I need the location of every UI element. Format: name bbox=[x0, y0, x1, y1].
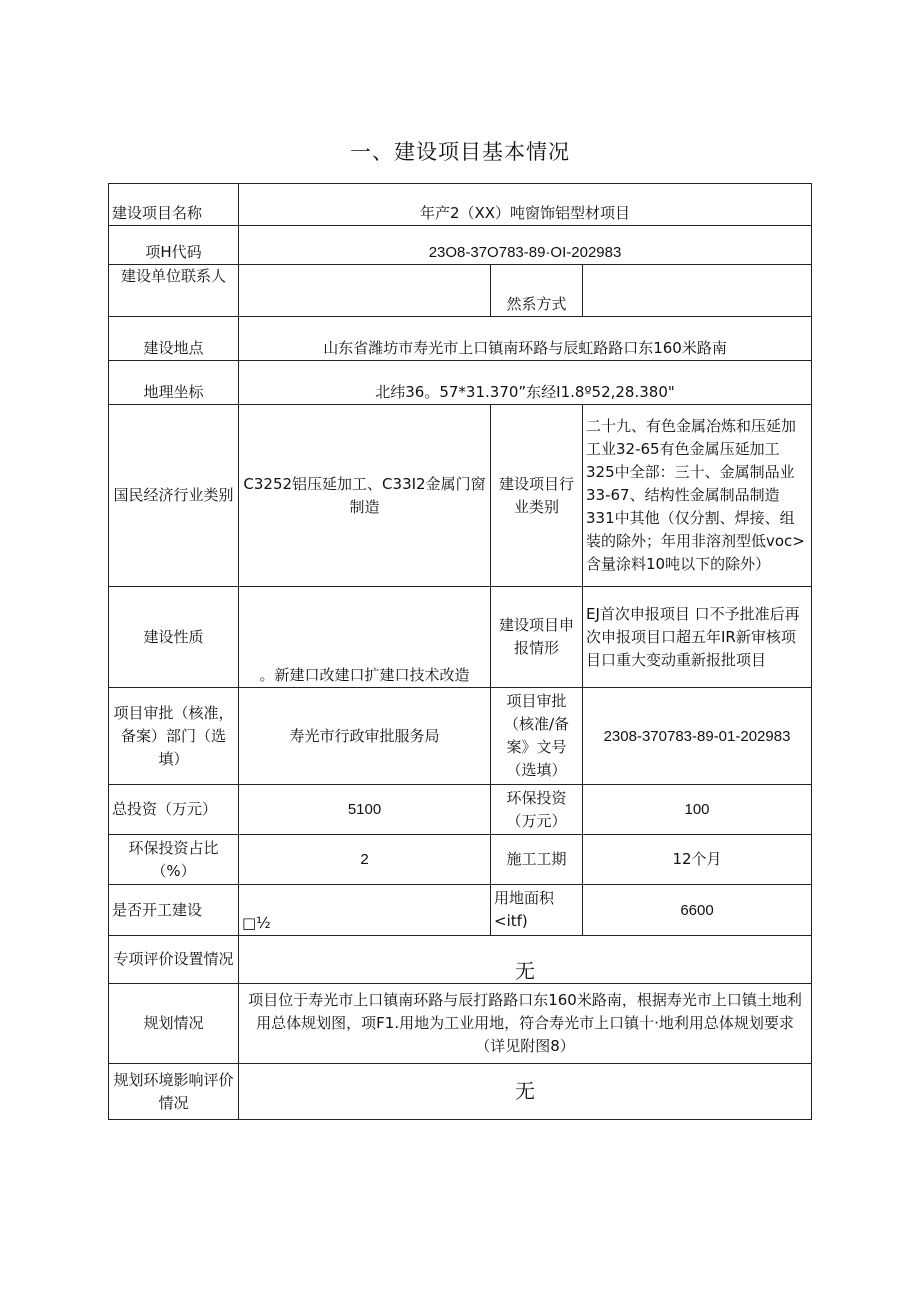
approval-doc-label: 项目审批（核准/备案》文号（选填） bbox=[491, 688, 583, 785]
approval-label: 项目审批（核准，备案）部门（选填） bbox=[109, 688, 239, 785]
project-name-label: 建设项目名称 bbox=[109, 184, 239, 226]
row-planning-env bbox=[109, 1064, 812, 1120]
row-contact bbox=[109, 265, 812, 317]
special-value: 无 bbox=[239, 936, 812, 984]
planning-value: 项目位于寿光市上口镇南环路与辰打路路口东160米路南，根据寿光市上口镇土地利用总体规划图，项F1.用地为工业用地，符合寿光市上口镇十·地利用总体规划要求（详见附图8） bbox=[239, 984, 812, 1064]
project-code-value: 23O8-37O783-89·OI-202983 bbox=[239, 226, 812, 265]
special-label: 专项评价设置情况 bbox=[109, 936, 239, 984]
contact-label: 建设单位联系人 bbox=[109, 265, 239, 317]
started-label: 是否开工建设 bbox=[109, 885, 239, 936]
investment-label: 总投资（万元） bbox=[109, 785, 239, 835]
row-location bbox=[109, 317, 812, 361]
row-nature bbox=[109, 587, 812, 688]
area-label: 用地面积<itf) bbox=[491, 885, 583, 936]
approval-doc-value: 2308-370783-89-01-202983 bbox=[583, 688, 812, 785]
row-approval bbox=[109, 688, 812, 785]
area-value: 6600 bbox=[583, 885, 812, 936]
industry-value: C3252铝压延加工、C33I2金属门窗制造 bbox=[239, 405, 491, 587]
report-label: 建设项目申报情形 bbox=[491, 587, 583, 688]
page-title: 一、建设项目基本情况 bbox=[350, 140, 570, 164]
report-value: EJ首次申报项目 口不予批准后再次申报项目口超五年IR新审核项目口重大变动重新报批项目 bbox=[583, 587, 812, 688]
row-industry bbox=[109, 405, 812, 587]
row-started bbox=[109, 885, 812, 936]
row-special bbox=[109, 936, 812, 984]
project-code-label: 项H代码 bbox=[109, 226, 239, 265]
planning-env-value: 无 bbox=[239, 1064, 812, 1120]
approval-value: 寿光市行政审批服务局 bbox=[239, 688, 491, 785]
env-investment-label: 环保投资（万元） bbox=[491, 785, 583, 835]
started-value: □½ bbox=[239, 885, 491, 936]
coords-label: 地理坐标 bbox=[109, 361, 239, 405]
contact-method-label: 然系方式 bbox=[491, 265, 583, 317]
env-investment-value: 100 bbox=[583, 785, 812, 835]
planning-label: 规划情况 bbox=[109, 984, 239, 1064]
row-investment bbox=[109, 785, 812, 835]
ratio-value: 2 bbox=[239, 835, 491, 885]
contact-value bbox=[239, 265, 491, 317]
location-label: 建设地点 bbox=[109, 317, 239, 361]
industry-category-label: 建设项目行业类别 bbox=[491, 405, 583, 587]
row-project-code bbox=[109, 226, 812, 265]
row-coordinates bbox=[109, 361, 812, 405]
project-name-value: 年产2（XX）吨窗饰铝型材项目 bbox=[239, 184, 812, 226]
row-planning bbox=[109, 984, 812, 1064]
contact-method-value bbox=[583, 265, 812, 317]
location-value: 山东省潍坊市寿光市上口镇南环路与辰虹路路口东160米路南 bbox=[239, 317, 812, 361]
nature-label: 建设性质 bbox=[109, 587, 239, 688]
nature-value: 。新建口改建口扩建口技术改造 bbox=[239, 587, 491, 688]
investment-value: 5100 bbox=[239, 785, 491, 835]
basic-info-table bbox=[108, 183, 812, 1120]
coords-value: 北纬36。57*31.370”东经I1.8º52,28.380" bbox=[239, 361, 812, 405]
ratio-label: 环保投资占比（%） bbox=[109, 835, 239, 885]
planning-env-label: 规划环境影响评价情况 bbox=[109, 1064, 239, 1120]
row-ratio bbox=[109, 835, 812, 885]
period-value: 12个月 bbox=[583, 835, 812, 885]
industry-category-value: 二十九、有色金属冶炼和压延加工业32-65有色金属压延加工325中全部：三十、金属制品业33-67、结构性金属制品制造331中其他（仅分割、焊接、组装的除外；年用非溶剂型低voc>含量涂料10吨以下的除外） bbox=[583, 405, 812, 587]
row-project-name bbox=[109, 184, 812, 226]
period-label: 施工工期 bbox=[491, 835, 583, 885]
industry-label: 国民经济行业类别 bbox=[109, 405, 239, 587]
